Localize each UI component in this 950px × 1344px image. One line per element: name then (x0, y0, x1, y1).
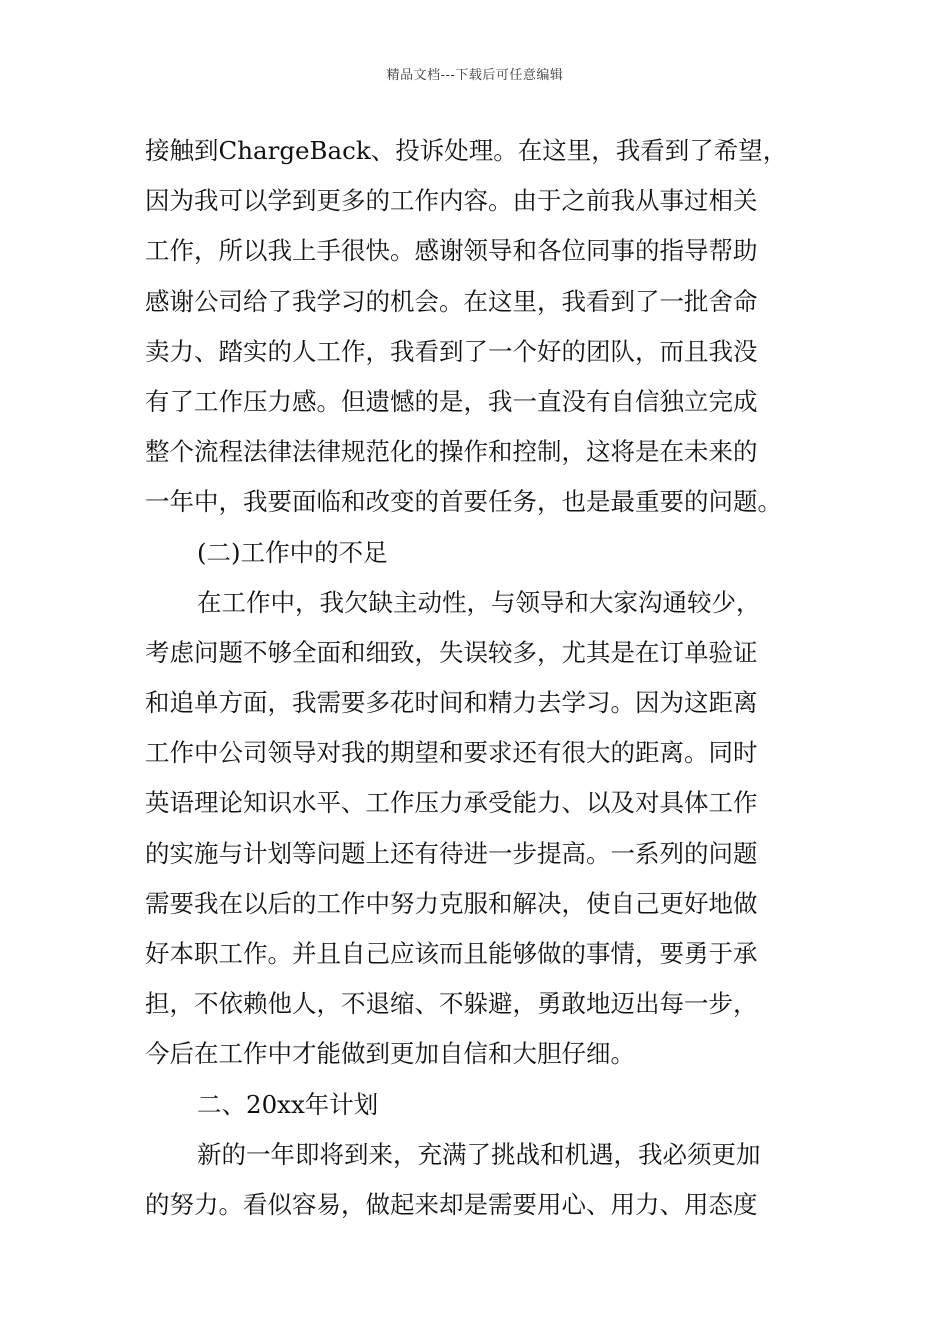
paragraph-start-line: 新的一年即将到来，充满了挑战和机遇，我必须更加 (197, 1139, 761, 1169)
text-line: 英语理论知识水平、工作压力承受能力、以及对具体工作 (145, 788, 758, 818)
text-line: 接触到ChargeBack、投诉处理。在这里，我看到了希望， (145, 136, 788, 165)
text-line: 的努力。看似容易，做起来却是需要用心、用力、用态度 (145, 1189, 758, 1219)
text-line: 考虑问题不够全面和细致，失误较多，尤其是在订单验证 (145, 637, 758, 667)
section-heading: 二、20xx年计划 (197, 1089, 379, 1119)
text-line: 和追单方面，我需要多花时间和精力去学习。因为这距离 (145, 688, 758, 718)
text-line: 担，不依赖他人，不退缩、不躲避，勇敢地迈出每一步， (145, 989, 758, 1019)
section-heading: (二)工作中的不足 (197, 537, 388, 567)
text-line: 卖力、踏实的人工作，我看到了一个好的团队，而且我没 (145, 336, 758, 366)
text-line: 整个流程法律法律规范化的操作和控制，这将是在未来的 (145, 437, 758, 467)
text-line: 工作中公司领导对我的期望和要求还有很大的距离。同时 (145, 738, 758, 768)
text-line: 因为我可以学到更多的工作内容。由于之前我从事过相关 (145, 186, 758, 216)
text-line: 有了工作压力感。但遗憾的是，我一直没有自信独立完成 (145, 386, 758, 416)
text-line: 工作，所以我上手很快。感谢领导和各位同事的指导帮助 (145, 236, 758, 266)
paragraph-start-line: 在工作中，我欠缺主动性，与领导和大家沟通较少， (197, 587, 761, 617)
page-header: 精品文档---下载后可任意编辑 (386, 68, 564, 83)
document-body (145, 126, 809, 1230)
text-line: 好本职工作。并且自己应该而且能够做的事情，要勇于承 (145, 939, 758, 968)
text-line: 需要我在以后的工作中努力克服和解决，使自己更好地做 (145, 888, 758, 918)
text-line: 今后在工作中才能做到更加自信和大胆仔细。 (145, 1039, 635, 1069)
text-line: 感谢公司给了我学习的机会。在这里，我看到了一批舍命 (145, 286, 758, 316)
text-line: 一年中，我要面临和改变的首要任务，也是最重要的问题。 (145, 487, 782, 517)
text-line: 的实施与计划等问题上还有待进一步提高。一系列的问题 (145, 838, 758, 868)
